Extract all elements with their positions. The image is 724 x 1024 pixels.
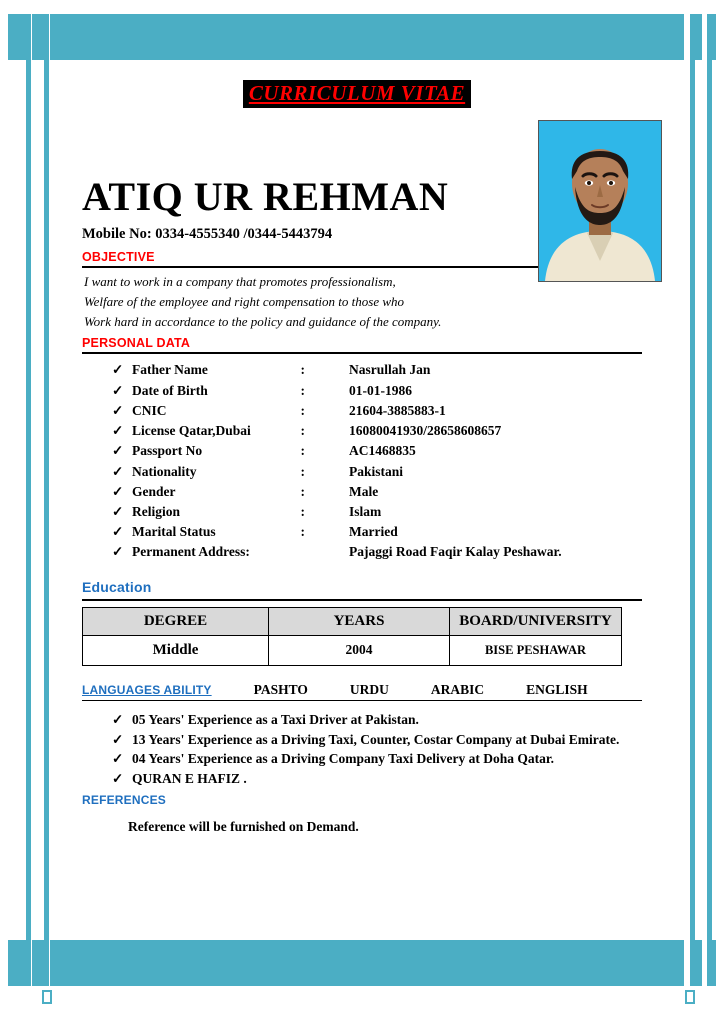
table-row	[112, 502, 562, 522]
objective-line: Welfare of the employee and right compensation to those who	[84, 294, 405, 310]
check-icon: ✓	[112, 382, 124, 398]
section-heading-education: Education	[82, 578, 152, 595]
check-icon: ✓	[112, 503, 124, 519]
column-header-board: BOARD/UNIVERSITY	[450, 607, 622, 635]
language-item: PASHTO	[253, 681, 308, 697]
bottom-decorative-band	[8, 940, 716, 986]
field-label-address: Permanent Address:	[132, 544, 250, 560]
cell-degree: Middle	[83, 635, 269, 665]
field-label: Religion	[132, 503, 181, 519]
field-label: License Qatar,Dubai	[132, 423, 251, 439]
table-row	[112, 360, 562, 380]
field-value: Islam	[349, 503, 382, 519]
check-icon: ✓	[112, 463, 124, 479]
field-label: CNIC	[132, 402, 167, 418]
page-title: CURRICULUM VITAE	[243, 80, 471, 108]
check-icon: ✓	[112, 423, 124, 439]
field-value: 21604-3885883-1	[349, 402, 446, 418]
check-icon: ✓	[112, 544, 124, 560]
languages-list	[254, 682, 588, 698]
check-icon: ✓	[112, 751, 124, 767]
table-row	[112, 401, 562, 421]
list-item	[112, 711, 642, 730]
bottom-right-tick	[685, 990, 695, 1004]
table-header-row	[83, 607, 622, 635]
experience-list	[112, 711, 642, 790]
field-separator: :	[300, 382, 305, 398]
table-row	[112, 441, 562, 461]
section-heading-references: REFERENCES	[82, 793, 167, 808]
table-row	[112, 381, 562, 401]
check-icon: ✓	[112, 731, 124, 747]
list-item	[112, 770, 642, 789]
contact-mobile: Mobile No: 0334-4555340 /0344-5443794	[82, 226, 333, 242]
field-separator: :	[300, 423, 305, 439]
field-label: Father Name	[132, 362, 208, 378]
experience-text: 04 Years' Experience as a Driving Company Taxi Delivery at Doha Qatar.	[132, 751, 554, 767]
language-item: URDU	[349, 681, 389, 697]
experience-text: QURAN E HAFIZ .	[132, 771, 247, 787]
list-item	[112, 750, 642, 769]
field-value: Male	[349, 483, 379, 499]
objective-line: Work hard in accordance to the policy and guidance of the company.	[84, 314, 442, 330]
education-divider	[82, 599, 642, 601]
languages-divider	[82, 700, 642, 701]
check-icon: ✓	[112, 443, 124, 459]
education-heading-wrap	[82, 579, 642, 597]
field-value-address: Pajaggi Road Faqir Kalay Peshawar.	[349, 544, 562, 560]
field-label: Marital Status	[132, 524, 216, 540]
cv-content	[82, 80, 642, 835]
field-separator: :	[300, 362, 305, 378]
table-row	[83, 635, 622, 665]
cell-years: 2004	[269, 635, 450, 665]
section-heading-personal-data: PERSONAL DATA	[82, 336, 191, 351]
table-row-address	[112, 542, 562, 562]
language-item: ARABIC	[430, 681, 485, 697]
table-row	[112, 482, 562, 502]
field-value: AC1468835	[349, 443, 416, 459]
field-separator: :	[300, 503, 305, 519]
field-label: Gender	[132, 483, 176, 499]
field-value: Pakistani	[349, 463, 404, 479]
section-heading-languages: LANGUAGES ABILITY	[82, 682, 212, 697]
check-icon: ✓	[112, 483, 124, 499]
check-icon: ✓	[112, 362, 124, 378]
field-separator: :	[300, 524, 305, 540]
check-icon: ✓	[112, 524, 124, 540]
list-item	[112, 731, 642, 750]
section-heading-objective: OBJECTIVE	[82, 250, 155, 264]
column-header-degree: DEGREE	[83, 607, 269, 635]
portrait-photo-icon	[539, 121, 661, 281]
personal-data-divider	[82, 352, 642, 354]
references-text: Reference will be furnished on Demand.	[128, 819, 359, 835]
field-separator: :	[300, 463, 305, 479]
top-decorative-band	[8, 14, 716, 60]
field-label: Passport No	[132, 443, 203, 459]
objective-line: I want to work in a company that promotes professionalism,	[84, 274, 396, 289]
avatar	[538, 120, 662, 282]
left-border-line-inner	[44, 14, 49, 986]
table-row	[112, 522, 562, 542]
field-separator: :	[300, 483, 305, 499]
field-value: Nasrullah Jan	[349, 362, 431, 378]
language-item: ENGLISH	[526, 681, 588, 697]
field-separator: :	[300, 402, 305, 418]
check-icon: ✓	[112, 771, 124, 787]
table-row	[112, 421, 562, 441]
column-header-years: YEARS	[269, 607, 450, 635]
personal-data-table	[112, 360, 562, 562]
field-value: 16080041930/28658608657	[349, 423, 502, 439]
education-table	[82, 607, 622, 666]
table-row	[112, 462, 562, 482]
languages-row	[82, 682, 642, 698]
right-border-line-inner	[690, 14, 695, 986]
right-border-line	[707, 14, 712, 986]
check-icon: ✓	[112, 711, 124, 727]
field-value: 01-01-1986	[349, 382, 412, 398]
experience-text: 13 Years' Experience as a Driving Taxi, Counter, Costar Company at Dubai Emirate.	[132, 731, 620, 747]
candidate-name: ATIQ UR REHMAN	[82, 174, 449, 219]
field-value: Married	[349, 524, 398, 540]
cv-title-wrapper	[72, 80, 642, 108]
check-icon: ✓	[112, 402, 124, 418]
cell-board: BISE PESHAWAR	[450, 635, 622, 665]
experience-text: 05 Years' Experience as a Taxi Driver at Pakistan.	[132, 711, 419, 727]
field-label: Date of Birth	[132, 382, 208, 398]
field-label: Nationality	[132, 463, 197, 479]
field-separator: :	[300, 443, 305, 459]
left-border-line	[26, 14, 31, 986]
bottom-left-tick	[42, 990, 52, 1004]
